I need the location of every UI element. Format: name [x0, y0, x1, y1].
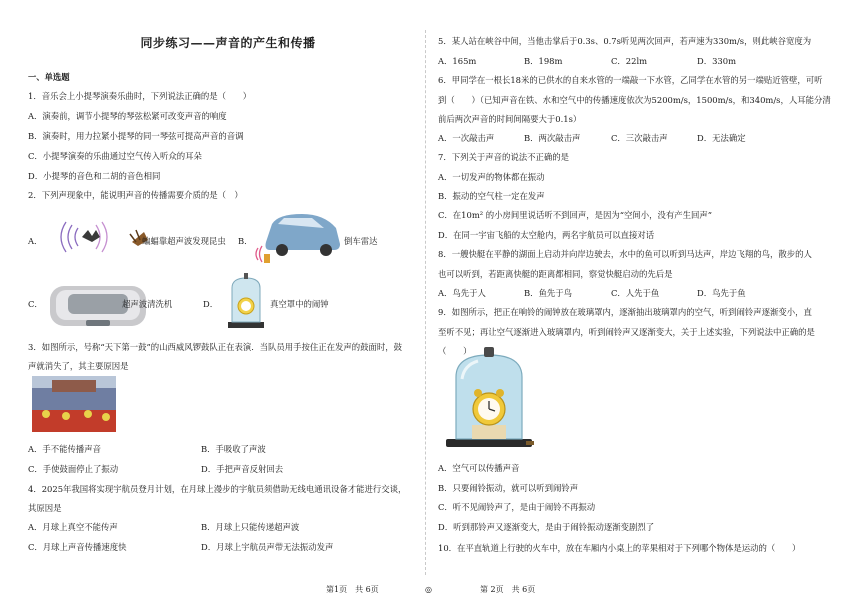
- q4-option-d: D．月球上宇航员声带无法振动发声: [201, 542, 334, 552]
- q3-stem-line1: 3．如图所示，号称“天下第一鼓”的山西威风锣鼓队正在表演．当队员用手按住正在发声的鼓面时，鼓: [28, 342, 403, 352]
- q6-option-a: A．一次敲击声: [438, 133, 495, 143]
- q5-option-d: D．330m: [697, 56, 737, 66]
- q9-stem-line1: 9．如图所示，把正在响铃的闹钟放在玻璃罩内，逐渐抽出玻璃罩内的空气，听到闹铃声逐渐变小，直: [438, 307, 812, 317]
- q5-stem: 5．某人站在峡谷中间，当他击掌后于0.3s、0.7s听见两次回声，若声速为330m/s，则此峡谷宽度为: [438, 36, 812, 46]
- footer-center-mark: ◎: [425, 585, 432, 594]
- q8-stem-line2: 也可以听到，若距离快艇的距离都相同，察觉快艇启动的先后是: [438, 269, 673, 279]
- footer-page-right: 第 2页 共 6页: [480, 585, 536, 594]
- q8-option-b: B．鱼先于鸟: [524, 288, 573, 298]
- q9-stem-line2: 至听不见；再让空气逐渐进入玻璃罩内，听到闹铃声又逐渐变大，关于上述实验，下列说法中正确的是: [438, 327, 815, 337]
- q9-option-c: C．听不见闹铃声了，是由于闹铃不再振动: [438, 502, 596, 512]
- q9-option-a: A．空气可以传播声音: [438, 463, 520, 473]
- q8-option-c: C．人先于鱼: [611, 288, 660, 298]
- q2-stem: 2．下列声现象中，能说明声音的传播需要介质的是（ ）: [28, 190, 243, 200]
- reversing-car-image: [254, 204, 346, 266]
- q2-option-d-letter: D．: [203, 299, 219, 309]
- q9-stem-line3: （ ）: [438, 346, 472, 356]
- q7-option-a: A．一切发声的物体都在振动: [438, 172, 545, 182]
- q3-stem-line2: 声就消失了，其主要原因是: [28, 361, 129, 371]
- q4-option-c: C．月球上声音传播速度快: [28, 542, 127, 552]
- q6-option-c: C．三次敲击声: [611, 133, 668, 143]
- drum-troupe-photo: [32, 376, 116, 432]
- q1-option-d: D．小提琴的音色和二胡的音色相同: [28, 171, 161, 181]
- q7-option-b: B．振动的空气柱一定在发声: [438, 191, 545, 201]
- q1-stem: 1．音乐会上小提琴演奏乐曲时，下列说法正确的是（ ）: [28, 91, 252, 101]
- q3-option-d: D．手把声音反射回去: [201, 464, 284, 474]
- q8-option-d: D．鸟先于鱼: [697, 288, 746, 298]
- worksheet-title: 同步练习——声音的产生和传播: [140, 36, 316, 50]
- bat-ultrasound-image: [52, 212, 152, 262]
- q6-stem-line3: 前后两次声音的时间间隔要大于0.1s）: [438, 114, 582, 124]
- q2-option-b-caption: 倒车雷达: [344, 236, 378, 246]
- q5-option-b: B．198m: [524, 56, 563, 66]
- q6-option-b: B．两次敲击声: [524, 133, 581, 143]
- q9-option-b: B．只要闹铃振动，就可以听到闹铃声: [438, 483, 579, 493]
- q3-option-b: B．手吸收了声波: [201, 444, 266, 454]
- q10-stem: 10．在平直轨道上行驶的火车中，放在车厢内小桌上的苹果相对于下列哪个物体是运动的（ ）: [438, 543, 801, 553]
- q2-option-d-caption: 真空罩中的闹钟: [270, 299, 329, 309]
- section-heading: 一、单选题: [28, 72, 70, 82]
- q5-option-a: A．165m: [438, 56, 477, 66]
- q9-option-d: D．听到那铃声又逐渐变大，是由于闹铃振动逐渐变剧烈了: [438, 522, 655, 532]
- q8-stem-line1: 8．一艘快艇在平静的湖面上启动并向岸边驶去，水中的鱼可以听到马达声，岸边飞翔的鸟，散步的人: [438, 249, 812, 259]
- q4-stem-line2: 其原因是: [28, 503, 62, 513]
- q1-option-b: B．演奏时，用力拉紧小提琴的同一琴弦可提高声音的音调: [28, 131, 244, 141]
- q8-option-a: A．鸟先于人: [438, 288, 486, 298]
- q4-option-a: A．月球上真空不能传声: [28, 522, 118, 532]
- q6-stem-line1: 6．甲同学在一根长18米的已供水的自来水管的一端敲一下水管，乙同学在水管的另一端贴近管壁，可听: [438, 75, 823, 85]
- q2-option-a-letter: A．: [28, 236, 43, 246]
- bell-jar-clock-image: [224, 272, 268, 332]
- page-divider: [425, 30, 426, 575]
- footer-page-left: 第1页 共 6页: [326, 585, 379, 594]
- q2-option-b-letter: B．: [238, 236, 253, 246]
- q7-option-d: D．在同一宇宙飞船的太空舱内，两名宇航员可以直接对话: [438, 230, 655, 240]
- q3-option-a: A．手不能传播声音: [28, 444, 102, 454]
- q7-option-c: C．在10m² 的小房间里说话听不到回声，是因为“空间小，没有产生回声”: [438, 210, 713, 220]
- q6-stem-line2: 到（ ）（已知声音在铁、水和空气中的传播速度依次为5200m/s，1500m/s，和340m/s，人耳能分清: [438, 95, 831, 105]
- q2-option-c-caption: 超声波清洗机: [122, 299, 173, 309]
- q2-option-c-letter: C．: [28, 299, 43, 309]
- q4-stem-line1: 4．2025年我国将实现宇航员登月计划，在月球上漫步的宇航员须借助无线电通讯设备才能进行交谈，: [28, 484, 407, 494]
- q7-stem: 7．下列关于声音的说法不正确的是: [438, 152, 569, 162]
- q1-option-a: A．演奏前，调节小提琴的琴弦松紧可改变声音的响度: [28, 111, 227, 121]
- q5-option-c: C．22lm: [611, 56, 648, 66]
- q2-option-a-caption: 蝙蝠靠超声波发现昆虫: [142, 236, 226, 246]
- q6-option-d: D．无法确定: [697, 133, 746, 143]
- bell-jar-alarm-clock-figure: [442, 345, 536, 457]
- q1-option-c: C．小提琴演奏的乐曲通过空气传入听众的耳朵: [28, 151, 202, 161]
- q4-option-b: B．月球上只能传递超声波: [201, 522, 300, 532]
- q3-option-c: C．手使鼓面停止了振动: [28, 464, 119, 474]
